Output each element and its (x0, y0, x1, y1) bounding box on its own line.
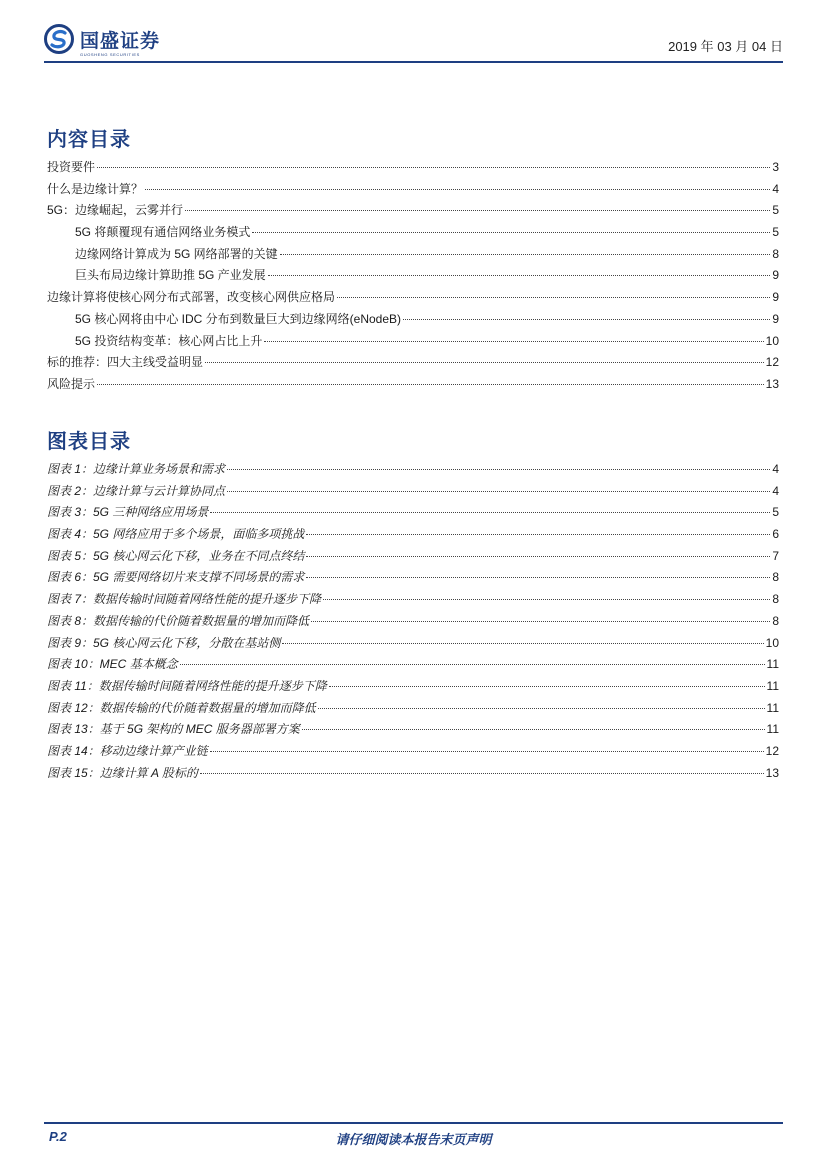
toc-entry-label: 5G 将颠覆现有通信网络业务模式 (75, 225, 251, 240)
toc-leader-dots (306, 534, 770, 535)
toc-entry[interactable] (47, 310, 779, 332)
toc-entry-label: 边缘计算将使核心网分布式部署，改变核心网供应格局 (47, 290, 336, 305)
toc-entry[interactable] (47, 677, 779, 699)
toc-entry-page: 7 (772, 548, 779, 563)
toc-leader-dots (323, 599, 770, 600)
toc-entry[interactable] (47, 332, 779, 354)
toc-leader-dots (306, 556, 770, 557)
toc-leader-dots (264, 341, 763, 342)
contents-list (47, 158, 779, 397)
toc-entry-label: 风险提示 (47, 376, 96, 391)
toc-entry-page: 10 (765, 635, 779, 650)
toc-entry[interactable] (47, 266, 779, 288)
toc-entry[interactable] (47, 742, 779, 764)
company-logo (44, 24, 160, 54)
figures-list (47, 460, 779, 785)
toc-entry-page: 10 (765, 333, 779, 348)
toc-leader-dots (227, 469, 770, 470)
toc-entry-page: 5 (772, 203, 779, 218)
toc-entry-page: 13 (765, 376, 779, 391)
toc-entry-page: 9 (772, 290, 779, 305)
toc-entry[interactable] (47, 525, 779, 547)
toc-entry-label: 图表 11：数据传输时间随着网络性能的提升逐步下降 (47, 678, 327, 693)
toc-entry-label: 图表 14：移动边缘计算产业链 (47, 743, 208, 758)
toc-entry-label: 图表 7：数据传输时间随着网络性能的提升逐步下降 (47, 592, 322, 607)
toc-entry-page: 9 (772, 268, 779, 283)
toc-entry[interactable] (47, 245, 779, 267)
toc-entry[interactable] (47, 547, 779, 569)
toc-entry-page: 3 (772, 160, 779, 174)
toc-entry[interactable] (47, 634, 779, 656)
toc-entry-page: 12 (765, 355, 779, 370)
toc-entry-page: 4 (772, 462, 779, 476)
report-date: 2019 年 03 月 04 日 (668, 39, 783, 54)
toc-entry-label: 5G 投资结构变革：核心网占比上升 (75, 333, 263, 348)
toc-leader-dots (337, 297, 770, 298)
toc-leader-dots (403, 319, 770, 320)
toc-leader-dots (180, 664, 765, 665)
toc-entry-page: 11 (766, 678, 779, 693)
toc-entry-label: 5G 核心网将由中心 IDC 分布到数量巨大到边缘网络(eNodeB) (75, 311, 402, 326)
header-divider (44, 61, 783, 63)
contents-title: 内容目录 (47, 129, 131, 151)
toc-entry-page: 4 (772, 483, 779, 498)
toc-entry[interactable] (47, 655, 779, 677)
toc-entry[interactable] (47, 568, 779, 590)
toc-leader-dots (97, 384, 764, 385)
figures-title: 图表目录 (47, 431, 131, 453)
toc-entry-label: 图表 6：5G 需要网络切片来支撑不同场景的需求 (47, 570, 305, 585)
toc-entry-page: 6 (772, 527, 779, 542)
toc-leader-dots (97, 167, 770, 168)
toc-entry[interactable] (47, 375, 779, 397)
toc-entry[interactable] (47, 612, 779, 634)
toc-entry-label: 图表 5：5G 核心网云化下移，业务在不同点终结 (47, 548, 305, 563)
toc-entry[interactable] (47, 223, 779, 245)
toc-entry-label: 巨头布局边缘计算助推 5G 产业发展 (75, 268, 266, 283)
toc-entry[interactable] (47, 503, 779, 525)
toc-leader-dots (252, 232, 770, 233)
toc-entry-page: 13 (765, 765, 779, 780)
footer-divider (44, 1122, 783, 1124)
toc-entry[interactable] (47, 180, 779, 202)
toc-entry-label: 图表 10：MEC 基本概念 (47, 657, 178, 672)
toc-leader-dots (268, 275, 771, 276)
logo-subtitle: GUOSHENG SECURITIES (80, 52, 140, 57)
page-header (44, 22, 783, 64)
toc-entry-page: 5 (772, 505, 779, 520)
toc-entry-page: 9 (772, 311, 779, 326)
toc-leader-dots (282, 643, 763, 644)
toc-leader-dots (280, 254, 771, 255)
toc-entry-page: 8 (772, 613, 779, 628)
toc-entry-label: 什么是边缘计算？ (47, 181, 144, 196)
toc-leader-dots (306, 577, 770, 578)
toc-entry[interactable] (47, 720, 779, 742)
toc-entry-label: 图表 1：边缘计算业务场景和需求 (47, 462, 226, 476)
toc-leader-dots (145, 189, 770, 190)
toc-entry-label: 图表 13：基于 5G 架构的 MEC 服务器部署方案 (47, 722, 300, 737)
toc-entry-page: 11 (766, 722, 779, 737)
toc-entry-label: 投资要件 (47, 160, 96, 174)
toc-entry-label: 边缘网络计算成为 5G 网络部署的关键 (75, 246, 278, 261)
toc-entry[interactable] (47, 201, 779, 223)
toc-entry-label: 图表 4：5G 网络应用于多个场景，面临多项挑战 (47, 527, 305, 542)
toc-entry-page: 11 (766, 700, 779, 715)
toc-entry[interactable] (47, 590, 779, 612)
toc-leader-dots (318, 708, 765, 709)
toc-leader-dots (200, 773, 764, 774)
toc-entry[interactable] (47, 699, 779, 721)
toc-entry[interactable] (47, 288, 779, 310)
logo-text: 国盛证券 (80, 30, 161, 52)
toc-entry-page: 8 (772, 246, 779, 261)
toc-entry[interactable] (47, 460, 779, 482)
toc-entry-page: 8 (772, 570, 779, 585)
toc-entry-label: 5G：边缘崛起，云雾并行 (47, 203, 184, 218)
toc-entry-page: 8 (772, 592, 779, 607)
toc-entry-page: 12 (765, 743, 779, 758)
toc-entry-page: 5 (772, 225, 779, 240)
toc-leader-dots (205, 362, 764, 363)
footer-disclaimer: 请仔细阅读本报告末页声明 (335, 1132, 492, 1147)
toc-leader-dots (227, 491, 770, 492)
page-number: P.2 (49, 1129, 67, 1144)
toc-leader-dots (311, 621, 770, 622)
toc-leader-dots (329, 686, 765, 687)
toc-leader-dots (210, 512, 770, 513)
toc-leader-dots (185, 210, 770, 211)
toc-entry-label: 图表 9：5G 核心网云化下移，分散在基站侧 (47, 635, 281, 650)
toc-entry[interactable] (47, 482, 779, 504)
toc-entry[interactable] (47, 158, 779, 180)
toc-entry-label: 图表 2：边缘计算与云计算协同点 (47, 483, 226, 498)
toc-leader-dots (302, 729, 765, 730)
toc-entry-label: 图表 8：数据传输的代价随着数据量的增加而降低 (47, 613, 310, 628)
toc-leader-dots (210, 751, 764, 752)
toc-entry[interactable] (47, 764, 779, 786)
toc-entry-label: 图表 15：边缘计算 A 股标的 (47, 765, 198, 780)
toc-entry-label: 图表 3：5G 三种网络应用场景 (47, 505, 209, 520)
toc-entry[interactable] (47, 353, 779, 375)
toc-entry-label: 图表 12：数据传输的代价随着数据量的增加而降低 (47, 700, 316, 715)
toc-entry-page: 11 (766, 657, 779, 672)
guosheng-logo-icon (44, 24, 74, 54)
toc-entry-page: 4 (772, 181, 779, 196)
toc-entry-label: 标的推荐：四大主线受益明显 (47, 355, 204, 370)
